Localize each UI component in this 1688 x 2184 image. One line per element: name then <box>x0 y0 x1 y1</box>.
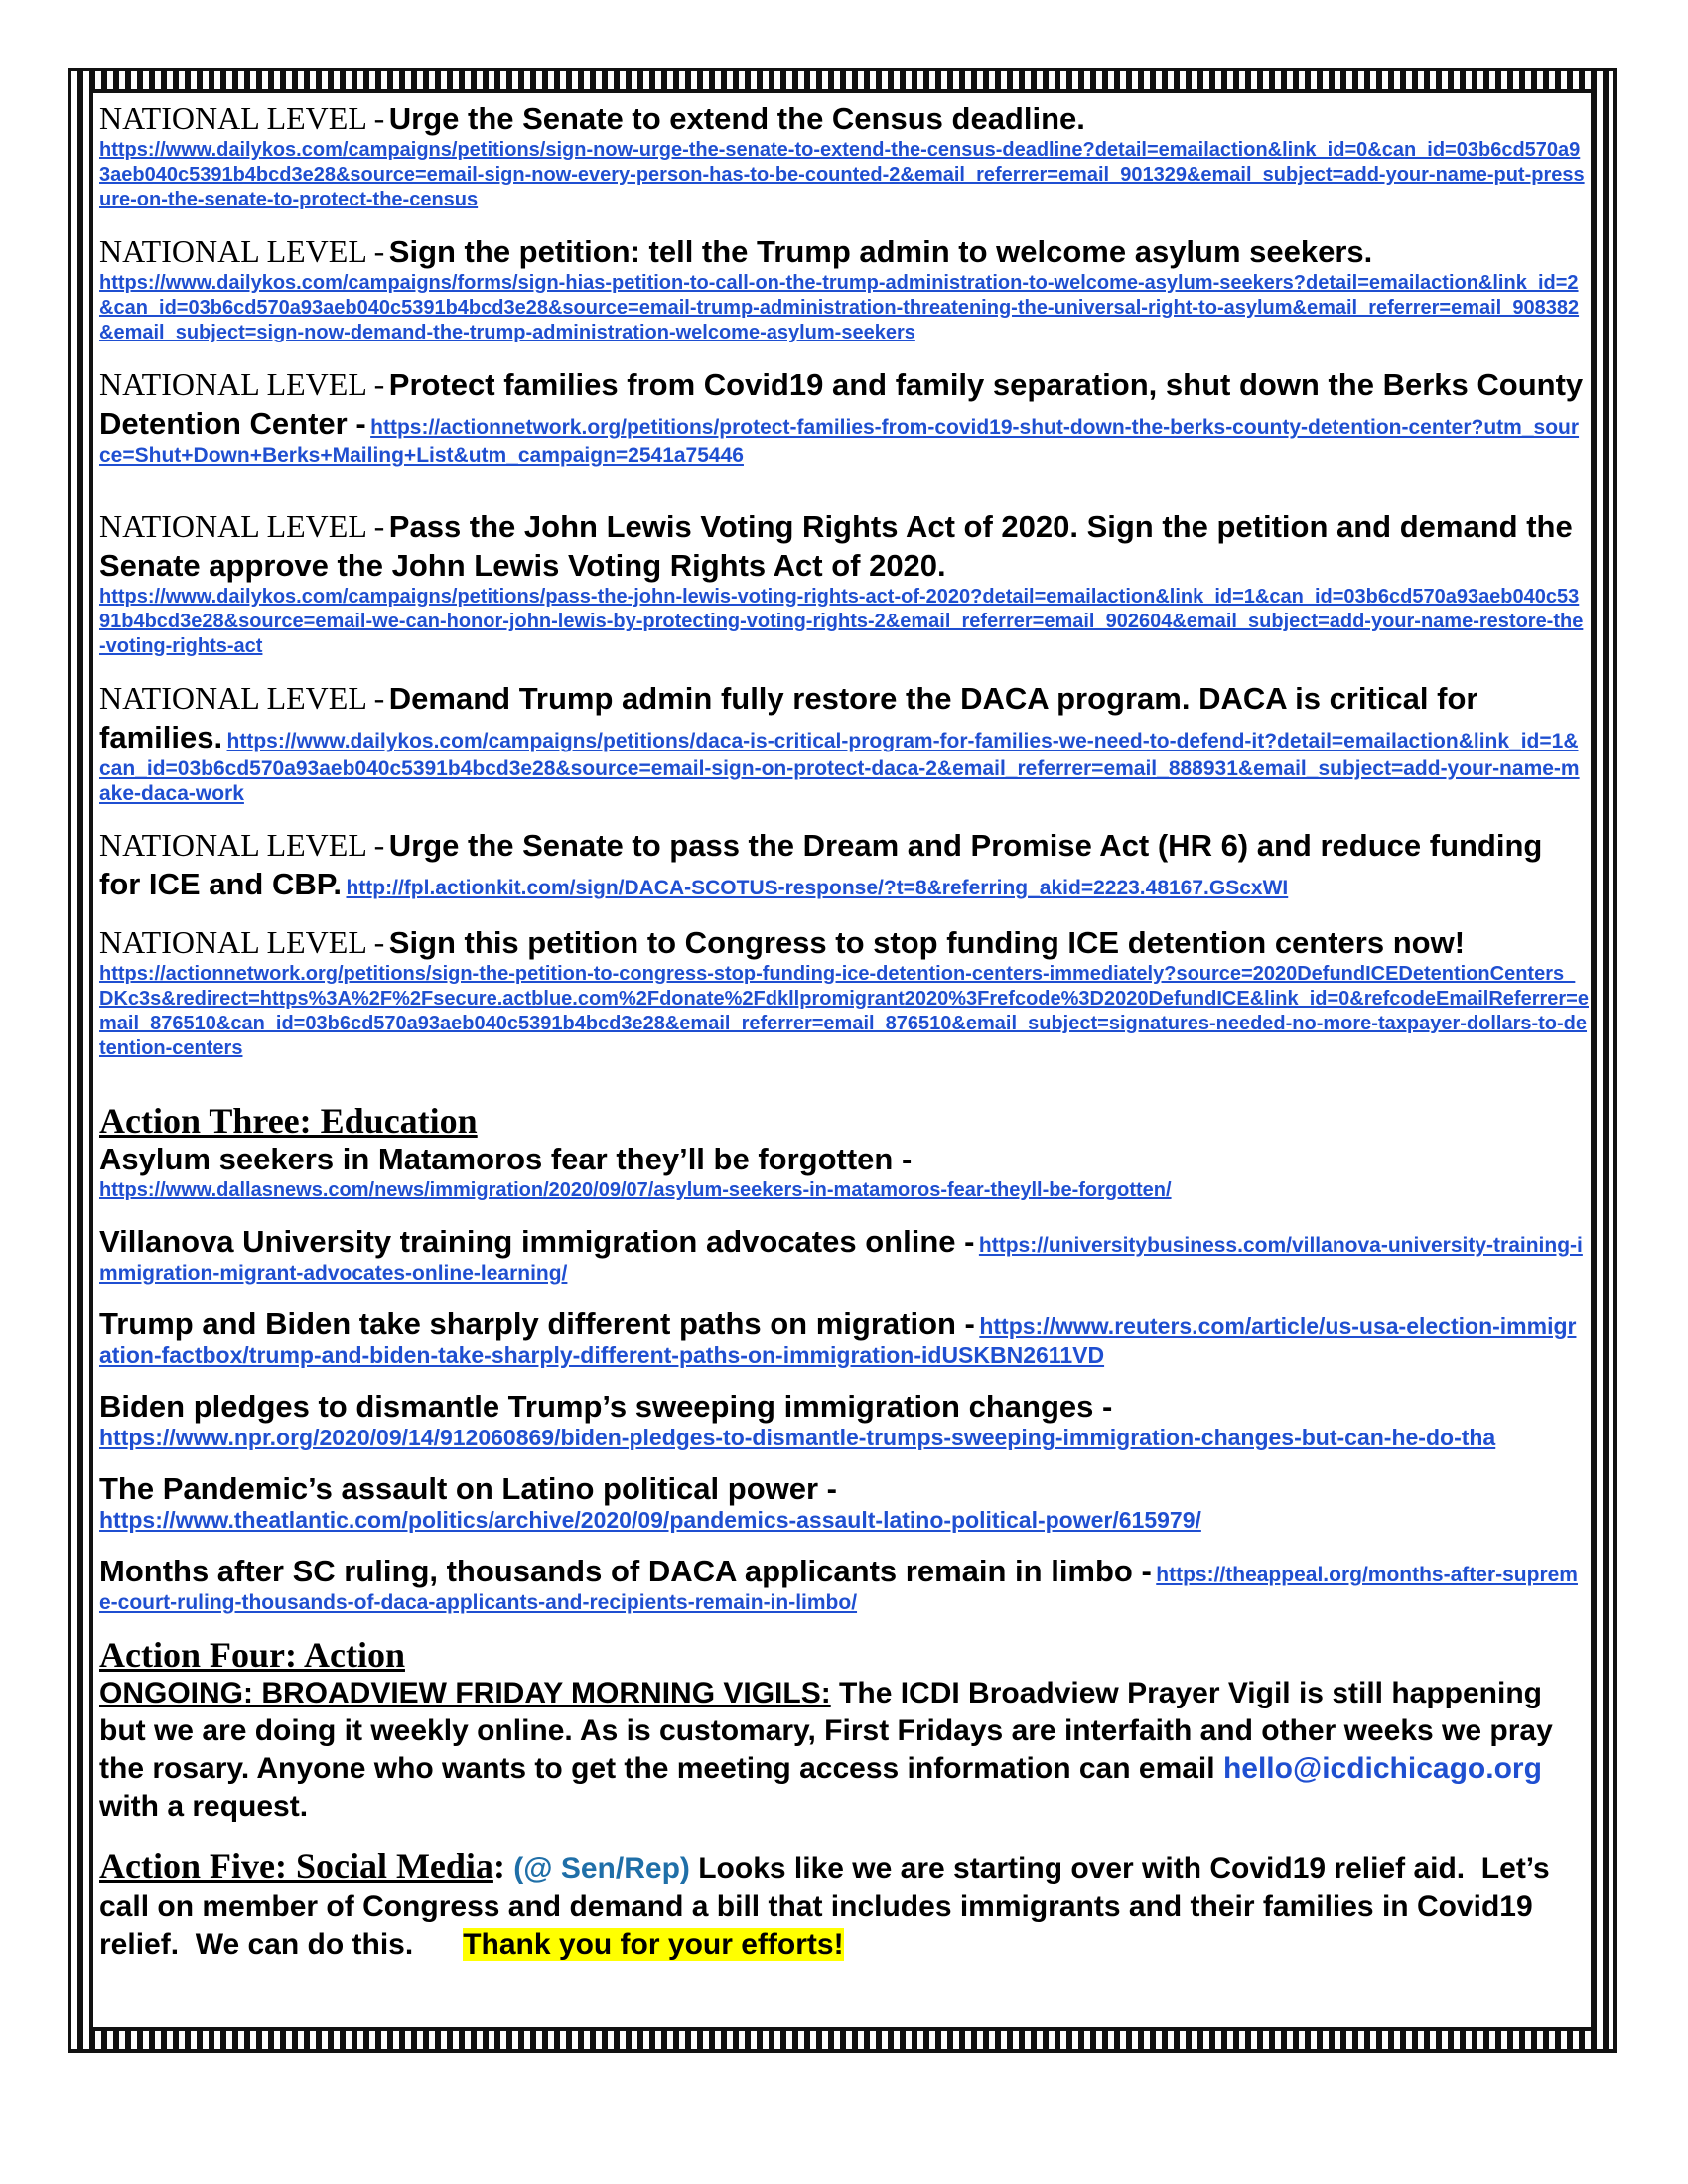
item-headline: Urge the Senate to pass the Dream and Promise Act (HR 6) and reduce funding for ICE and CBP. <box>99 828 1543 901</box>
section-title-social-media: Action Five: Social Media <box>99 1846 493 1886</box>
article-title: Months after SC ruling, thousands of DACA applicants remain in limbo - <box>99 1554 1152 1588</box>
thank-you-highlight: Thank you for your efforts! <box>463 1928 844 1961</box>
article-title: Asylum seekers in Matamoros fear they’ll be forgotten - <box>99 1142 913 1176</box>
national-item-4 <box>99 507 1589 659</box>
petition-link[interactable]: https://www.dailykos.com/campaigns/petitions/sign-now-urge-the-senate-to-extend-the-census-deadline?detail=emailaction&link_id=0&can_id=03b6cd570a93aeb040c5391b4bcd3e28&source=email-sign-now-every-person-has-to-be-counted-2&email_referrer=email_901329&email_subject=add-your-name-put-pressure-on-the-senate-to-protect-the-census <box>99 139 1585 210</box>
education-item-6 <box>99 1553 1589 1615</box>
vigil-text: The ICDI Broadview Prayer Vigil is still happening but we are doing it weekly online. As is customary, First Fridays are interfaith and other weeks we pray the rosary. Anyone who wants to get the meeting access information can email <box>99 1677 1553 1785</box>
education-item-5 <box>99 1470 1589 1533</box>
national-item-7 <box>99 923 1589 1061</box>
item-headline: Pass the John Lewis Voting Rights Act of 2020. Sign the petition and demand the Senate approve the John Lewis Voting Rights Act of 2020. <box>99 509 1573 583</box>
level-label: NATIONAL LEVEL - <box>99 508 385 544</box>
section-title-education: Action Three: Education <box>99 1101 478 1141</box>
article-link[interactable]: https://universitybusiness.com/villanova-university-training-immigration-migrant-advocates-online-learning/ <box>99 1234 1583 1285</box>
vigil-paragraph <box>99 1675 1589 1826</box>
level-label: NATIONAL LEVEL - <box>99 680 385 716</box>
national-item-5 <box>99 679 1589 806</box>
title-colon: : <box>492 1846 505 1886</box>
section-title-action: Action Four: Action <box>99 1635 405 1675</box>
petition-link[interactable]: https://www.dailykos.com/campaigns/petitions/daca-is-critical-program-for-families-we-need-to-defend-it?detail=emailaction&link_id=1&can_id=03b6cd570a93aeb040c5391b4bcd3e28&source=email-sign-on-protect-daca-2&email_referrer=email_888931&email_subject=add-your-name-make-daca-work <box>99 730 1580 805</box>
article-link[interactable]: https://www.dallasnews.com/news/immigration/2020/09/07/asylum-seekers-in-matamoros-fear-theyll-be-forgotten/ <box>99 1179 1172 1201</box>
level-label: NATIONAL LEVEL - <box>99 827 385 863</box>
petition-link[interactable]: http://fpl.actionkit.com/sign/DACA-SCOTUS-response/?t=8&referring_akid=2223.48167.GScxWI <box>346 877 1289 899</box>
level-label: NATIONAL LEVEL - <box>99 100 385 136</box>
vigil-text-end: with a request. <box>99 1790 309 1823</box>
item-headline: Sign the petition: tell the Trump admin to welcome asylum seekers. <box>388 234 1373 269</box>
vigil-label: ONGOING: BROADVIEW FRIDAY MORNING VIGILS: <box>99 1677 831 1709</box>
article-link[interactable]: https://www.reuters.com/article/us-usa-election-immigration-factbox/trump-and-biden-take-sharply-different-paths-on-immigration-idUSKBN2611VD <box>99 1313 1577 1368</box>
article-title: Trump and Biden take sharply different paths on migration - <box>99 1306 975 1341</box>
level-label: NATIONAL LEVEL - <box>99 233 385 269</box>
article-link[interactable]: https://www.theatlantic.com/politics/archive/2020/09/pandemics-assault-latino-political-power/615979/ <box>99 1507 1201 1533</box>
item-headline: Urge the Senate to extend the Census deadline. <box>388 101 1085 136</box>
education-item-2 <box>99 1223 1589 1286</box>
petition-link[interactable]: https://actionnetwork.org/petitions/sign-the-petition-to-congress-stop-funding-ice-detention-centers-immediately?source=2020DefundICEDetentionCenters_DKc3s&redirect=https%3A%2F%2Fsecure.actblue.com%2Fdonate%2Fdkllpromigrant2020%3Frefcode%3D2020DefundICE&link_id=0&refcodeEmailReferrer=email_876510&can_id=03b6cd570a93aeb040c5391b4bcd3e28&email_referrer=email_876510&email_subject=signatures-needed-no-more-taxpayer-dollars-to-detention-centers <box>99 963 1589 1059</box>
document-body <box>99 99 1589 1964</box>
national-item-1 <box>99 99 1589 212</box>
national-item-2 <box>99 232 1589 345</box>
item-headline: Demand Trump admin fully restore the DACA program. DACA is critical for families. <box>99 681 1478 754</box>
education-item-4 <box>99 1388 1589 1450</box>
social-media-paragraph <box>99 1847 1589 1964</box>
education-item-1 <box>99 1141 1589 1203</box>
article-link[interactable]: https://www.npr.org/2020/09/14/912060869/biden-pledges-to-dismantle-trumps-sweeping-immigration-changes-but-can-he-do-tha <box>99 1425 1496 1450</box>
education-item-3 <box>99 1305 1589 1368</box>
petition-link[interactable]: https://www.dailykos.com/campaigns/forms/sign-hias-petition-to-call-on-the-trump-administration-to-welcome-asylum-seekers?detail=emailaction&link_id=2&can_id=03b6cd570a93aeb040c5391b4bcd3e28&source=email-trump-administration-threatening-the-universal-right-to-asylum&email_referrer=email_908382&email_subject=sign-now-demand-the-trump-administration-welcome-asylum-seekers <box>99 272 1580 343</box>
item-headline: Sign this petition to Congress to stop funding ICE detention centers now! <box>388 925 1466 960</box>
contact-email-link[interactable]: hello@icdichicago.org <box>1222 1752 1542 1785</box>
social-text: Looks like we are starting over with Covid19 relief aid. Let’s call on member of Congress and demand a bill that includes immigrants and their families in Covid19 relief. We can do this. <box>99 1852 1559 1961</box>
article-title: Villanova University training immigration advocates online - <box>99 1224 975 1259</box>
national-item-6 <box>99 826 1589 903</box>
level-label: NATIONAL LEVEL - <box>99 924 385 960</box>
social-handle: (@ Sen/Rep) <box>513 1852 690 1885</box>
level-label: NATIONAL LEVEL - <box>99 366 385 402</box>
article-title: The Pandemic’s assault on Latino political power - <box>99 1471 837 1506</box>
item-headline: Protect families from Covid19 and family separation, shut down the Berks County Detention Center - <box>99 367 1584 441</box>
petition-link[interactable]: https://www.dailykos.com/campaigns/petitions/pass-the-john-lewis-voting-rights-act-of-2020?detail=emailaction&link_id=1&can_id=03b6cd570a93aeb040c5391b4bcd3e28&source=email-we-can-honor-john-lewis-by-protecting-voting-rights-2&email_referrer=email_902604&email_subject=add-your-name-restore-the-voting-rights-act <box>99 586 1584 657</box>
article-link[interactable]: https://theappeal.org/months-after-supreme-court-ruling-thousands-of-daca-applicants-and-recipients-remain-in-limbo/ <box>99 1564 1578 1614</box>
petition-link[interactable]: https://actionnetwork.org/petitions/protect-families-from-covid19-shut-down-the-berks-county-detention-center?utm_source=Shut+Down+Berks+Mailing+List&utm_campaign=2541a75446 <box>99 416 1580 467</box>
article-title: Biden pledges to dismantle Trump’s sweeping immigration changes - <box>99 1389 1113 1424</box>
national-item-3 <box>99 365 1589 468</box>
